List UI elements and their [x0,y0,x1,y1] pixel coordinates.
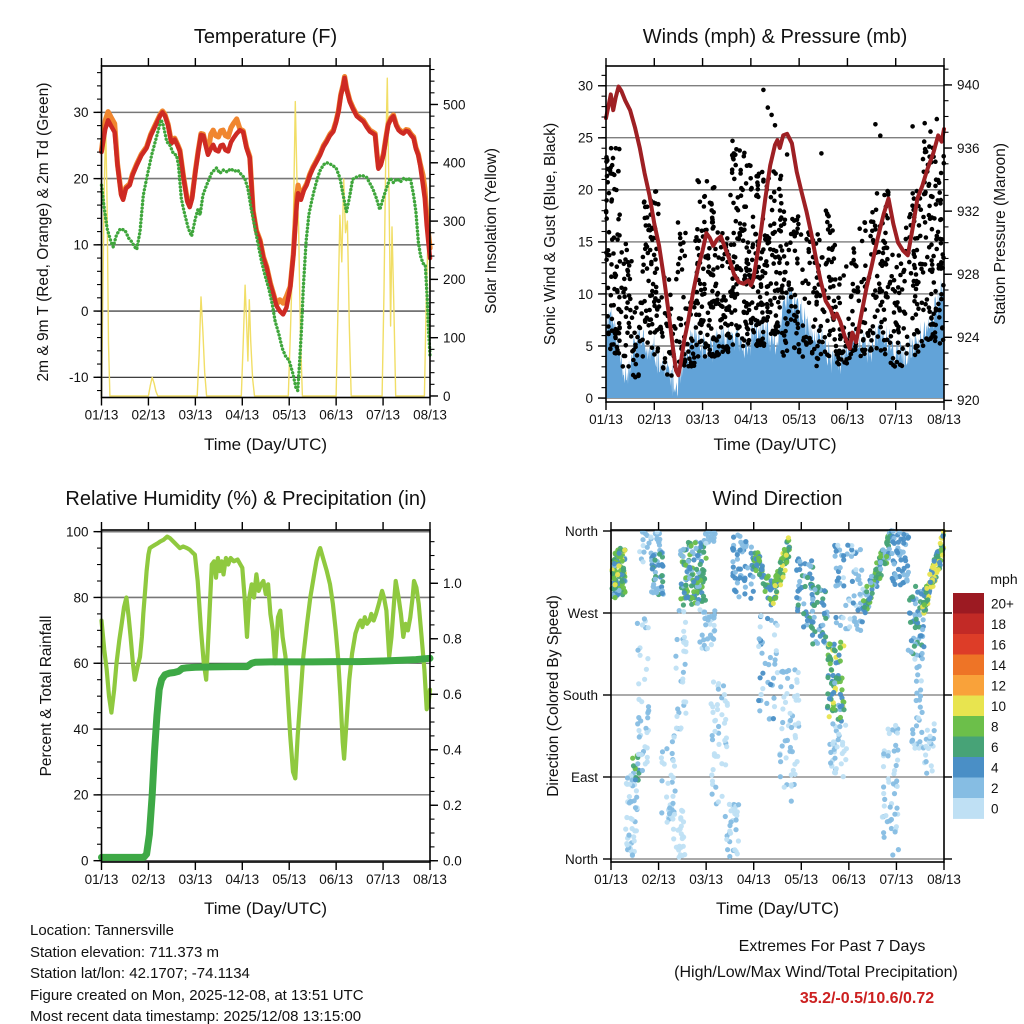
svg-text:07/13: 07/13 [878,412,913,427]
svg-text:8: 8 [991,719,999,735]
svg-text:0: 0 [80,303,89,319]
svg-text:05/13: 05/13 [272,872,307,887]
svg-text:936: 936 [957,140,980,156]
winds-xlabel: Time (Day/UTC) [713,435,837,454]
svg-text:04/13: 04/13 [733,412,768,427]
temperature-title: Temperature (F) [193,26,338,48]
temperature-xlabel: Time (Day/UTC) [203,435,328,454]
station-latlon: Station lat/lon: 42.1707; -74.1134 [30,965,250,983]
svg-text:02/13: 02/13 [131,407,166,423]
svg-text:0: 0 [80,853,89,869]
svg-text:1.0: 1.0 [443,576,462,592]
svg-text:01/13: 01/13 [84,872,119,887]
temperature-ylabel-right: Solar Insolation (Yellow) [483,148,500,314]
winds-title: Winds (mph) & Pressure (mb) [642,26,908,48]
winddir-title: Wind Direction [712,488,843,510]
svg-text:West: West [567,605,598,621]
temperature-ylabel-left: 2m & 9m T (Red, Orange) & 2m Td (Green) [35,82,52,382]
station-info [30,920,364,1024]
svg-text:20: 20 [73,171,89,187]
svg-text:04/13: 04/13 [225,407,260,423]
svg-text:928: 928 [957,267,980,283]
svg-text:03/13: 03/13 [178,872,213,887]
figure-created: Figure created on Mon, 2025-12-08, at 13:51 UTC [30,986,364,1004]
svg-text:200: 200 [443,272,466,288]
svg-text:01/13: 01/13 [84,407,119,423]
svg-text:4: 4 [991,760,999,776]
svg-text:05/13: 05/13 [782,412,817,427]
svg-text:5: 5 [585,338,593,354]
svg-text:South: South [562,687,598,703]
svg-text:04/13: 04/13 [225,872,260,887]
extremes-subheading: (High/Low/Max Wind/Total Precipitation) [674,964,958,981]
svg-text:16: 16 [991,637,1007,653]
winds-ylabel-right: Station Pressure (Maroon) [992,143,1009,325]
extremes-heading: Extremes For Past 7 Days [738,938,926,955]
svg-text:08/13: 08/13 [413,872,447,887]
svg-text:100: 100 [443,330,466,346]
svg-text:02/13: 02/13 [641,872,676,887]
svg-text:05/13: 05/13 [784,872,819,887]
svg-text:02/13: 02/13 [637,412,672,427]
svg-text:0.4: 0.4 [443,742,462,758]
svg-text:05/13: 05/13 [272,407,307,423]
humidity-xlabel: Time (Day/UTC) [203,899,328,918]
svg-text:01/13: 01/13 [589,412,623,427]
station-elevation: Station elevation: 711.373 m [30,943,220,961]
svg-text:20: 20 [577,182,593,198]
svg-text:40: 40 [73,721,89,737]
svg-text:07/13: 07/13 [879,872,914,887]
svg-text:30: 30 [577,78,593,94]
extremes-values: 35.2/-0.5/10.6/0.72 [799,990,935,1007]
svg-text:80: 80 [73,590,89,606]
svg-text:0: 0 [443,388,451,404]
svg-text:0.2: 0.2 [443,798,462,814]
data-timestamp: Most recent data timestamp: 2025/12/08 13:15:00 [30,1008,362,1024]
svg-text:04/13: 04/13 [736,872,771,887]
svg-text:10: 10 [73,237,89,253]
svg-text:03/13: 03/13 [685,412,720,427]
svg-text:18: 18 [991,616,1007,632]
svg-text:06/13: 06/13 [319,872,354,887]
svg-text:North: North [564,851,598,867]
svg-text:08/13: 08/13 [927,412,961,427]
svg-text:10: 10 [991,698,1007,714]
svg-text:15: 15 [577,234,593,250]
svg-text:07/13: 07/13 [366,872,400,887]
svg-text:100: 100 [65,524,89,540]
svg-text:08/13: 08/13 [413,407,447,423]
svg-text:500: 500 [443,97,466,113]
svg-text:2: 2 [991,780,999,796]
svg-text:0.8: 0.8 [443,631,462,647]
svg-text:920: 920 [957,393,980,409]
colorbar-unit-label: mph [990,571,1018,587]
svg-text:03/13: 03/13 [689,872,724,887]
svg-text:14: 14 [991,657,1007,673]
svg-text:North: North [564,523,598,539]
svg-text:20+: 20+ [991,596,1014,612]
svg-text:400: 400 [443,155,466,171]
svg-text:0.0: 0.0 [443,853,462,869]
winds-ylabel-left: Sonic Wind & Gust (Blue, Black) [542,122,559,346]
station-location: Location: Tannersville [30,922,174,939]
svg-text:0: 0 [991,801,999,817]
svg-text:East: East [570,769,598,785]
svg-text:20: 20 [73,787,89,803]
svg-text:03/13: 03/13 [178,407,213,423]
svg-text:07/13: 07/13 [366,407,400,423]
svg-text:01/13: 01/13 [594,872,628,887]
svg-text:60: 60 [73,656,89,672]
svg-text:10: 10 [577,286,593,302]
svg-text:06/13: 06/13 [831,872,866,887]
svg-text:940: 940 [957,77,980,93]
winddir-ylabel-left: Direction (Colored By Speed) [545,595,562,797]
svg-text:12: 12 [991,678,1007,694]
svg-text:0.6: 0.6 [443,687,462,703]
svg-text:08/13: 08/13 [927,872,961,887]
svg-text:-10: -10 [68,370,89,386]
svg-text:6: 6 [991,739,999,755]
svg-text:0: 0 [585,390,593,406]
svg-text:924: 924 [957,330,980,346]
svg-text:02/13: 02/13 [131,872,166,887]
humidity-title: Relative Humidity (%) & Precipitation (in) [65,488,427,510]
svg-text:30: 30 [73,105,89,121]
svg-text:06/13: 06/13 [830,412,865,427]
svg-text:932: 932 [957,203,980,219]
svg-text:06/13: 06/13 [319,407,354,423]
svg-text:25: 25 [577,130,593,146]
humidity-ylabel-left: Percent & Total Rainfall [38,615,55,777]
svg-text:300: 300 [443,213,466,229]
winddir-xlabel: Time (Day/UTC) [715,899,840,918]
